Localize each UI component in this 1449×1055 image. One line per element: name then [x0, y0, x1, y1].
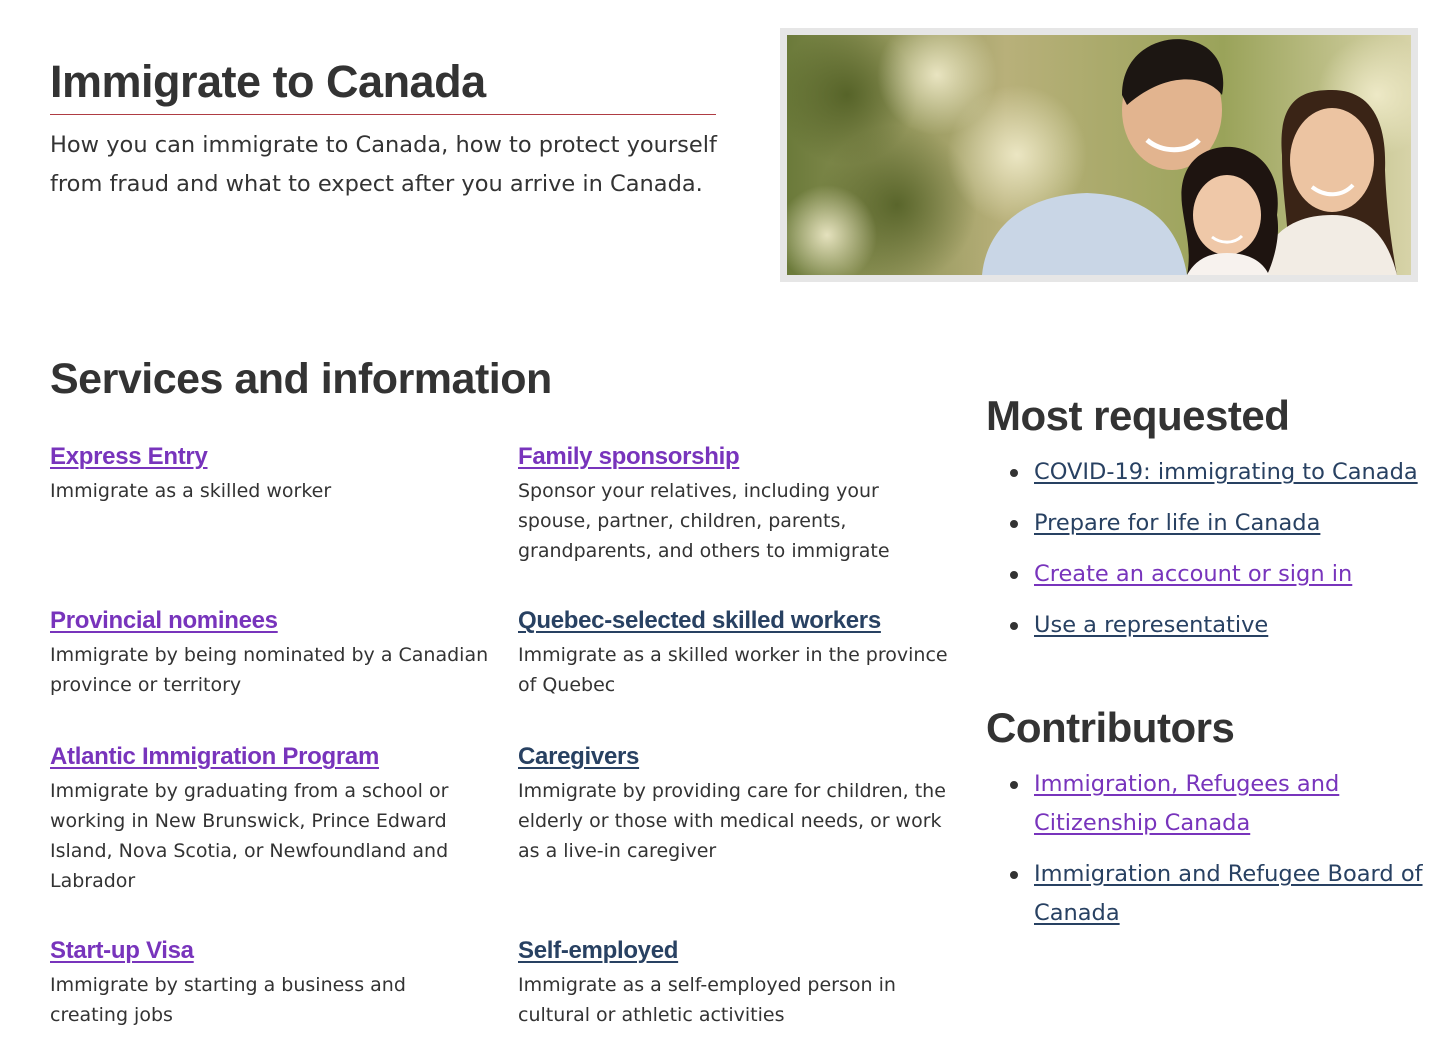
service-express-entry	[50, 442, 490, 506]
most-requested-link[interactable]: Create an account or sign in	[1034, 561, 1353, 587]
service-description: Immigrate as a skilled worker	[50, 480, 332, 502]
page-title: Immigrate to Canada	[50, 54, 716, 115]
service-family-sponsorship	[518, 442, 958, 566]
service-link[interactable]: Atlantic Immigration Program	[50, 743, 379, 770]
service-start-up-visa	[50, 936, 460, 1030]
contributor-link[interactable]: Immigration, Refugees and Citizenship Canada	[1034, 771, 1340, 836]
service-link[interactable]: Provincial nominees	[50, 607, 278, 634]
most-requested-link[interactable]: COVID-19: immigrating to Canada	[1034, 459, 1418, 485]
service-link[interactable]: Express Entry	[50, 443, 208, 470]
list-item	[1034, 855, 1434, 933]
list-item	[1034, 555, 1449, 594]
service-description: Immigrate as a skilled worker in the province of Quebec	[518, 644, 948, 696]
most-requested-link[interactable]: Use a representative	[1034, 612, 1269, 638]
contributor-link[interactable]: Immigration and Refugee Board of Canada	[1034, 861, 1423, 926]
family-photo	[787, 35, 1411, 275]
service-description: Immigrate by providing care for children, the elderly or those with medical needs, or work as a live-in caregiver	[518, 780, 946, 862]
service-provincial-nominees	[50, 606, 490, 700]
most-requested-link[interactable]: Prepare for life in Canada	[1034, 510, 1321, 536]
service-description: Immigrate as a self-employed person in cultural or athletic activities	[518, 974, 896, 1026]
service-description: Immigrate by being nominated by a Canadian province or territory	[50, 644, 489, 696]
service-link[interactable]: Caregivers	[518, 743, 640, 770]
list-item	[1034, 504, 1449, 543]
list-item	[1034, 606, 1449, 645]
service-description: Sponsor your relatives, including your spouse, partner, children, parents, grandparents, and others to immigrate	[518, 480, 890, 562]
service-description: Immigrate by starting a business and creating jobs	[50, 974, 406, 1026]
hero-image-frame	[780, 28, 1418, 282]
contributors-heading: Contributors	[986, 704, 1235, 751]
service-link[interactable]: Start-up Visa	[50, 937, 194, 964]
service-description: Immigrate by graduating from a school or working in New Brunswick, Prince Edward Island, Nova Scotia, or Newfoundland and Labrador	[50, 780, 449, 892]
service-link[interactable]: Quebec-selected skilled workers	[518, 607, 881, 634]
page-intro: How you can immigrate to Canada, how to protect yourself from fraud and what to expect after you arrive in Canada.	[50, 132, 717, 197]
most-requested-heading: Most requested	[986, 392, 1290, 439]
service-self-employed	[518, 936, 958, 1030]
service-link[interactable]: Family sponsorship	[518, 443, 740, 470]
contributors-list	[986, 765, 1434, 945]
services-heading: Services and information	[50, 355, 552, 403]
service-quebec-skilled-workers	[518, 606, 958, 700]
most-requested-list	[986, 453, 1449, 657]
service-link[interactable]: Self-employed	[518, 937, 679, 964]
service-caregivers	[518, 742, 958, 866]
service-atlantic-immigration	[50, 742, 470, 896]
list-item	[1034, 453, 1449, 492]
list-item	[1034, 765, 1434, 843]
